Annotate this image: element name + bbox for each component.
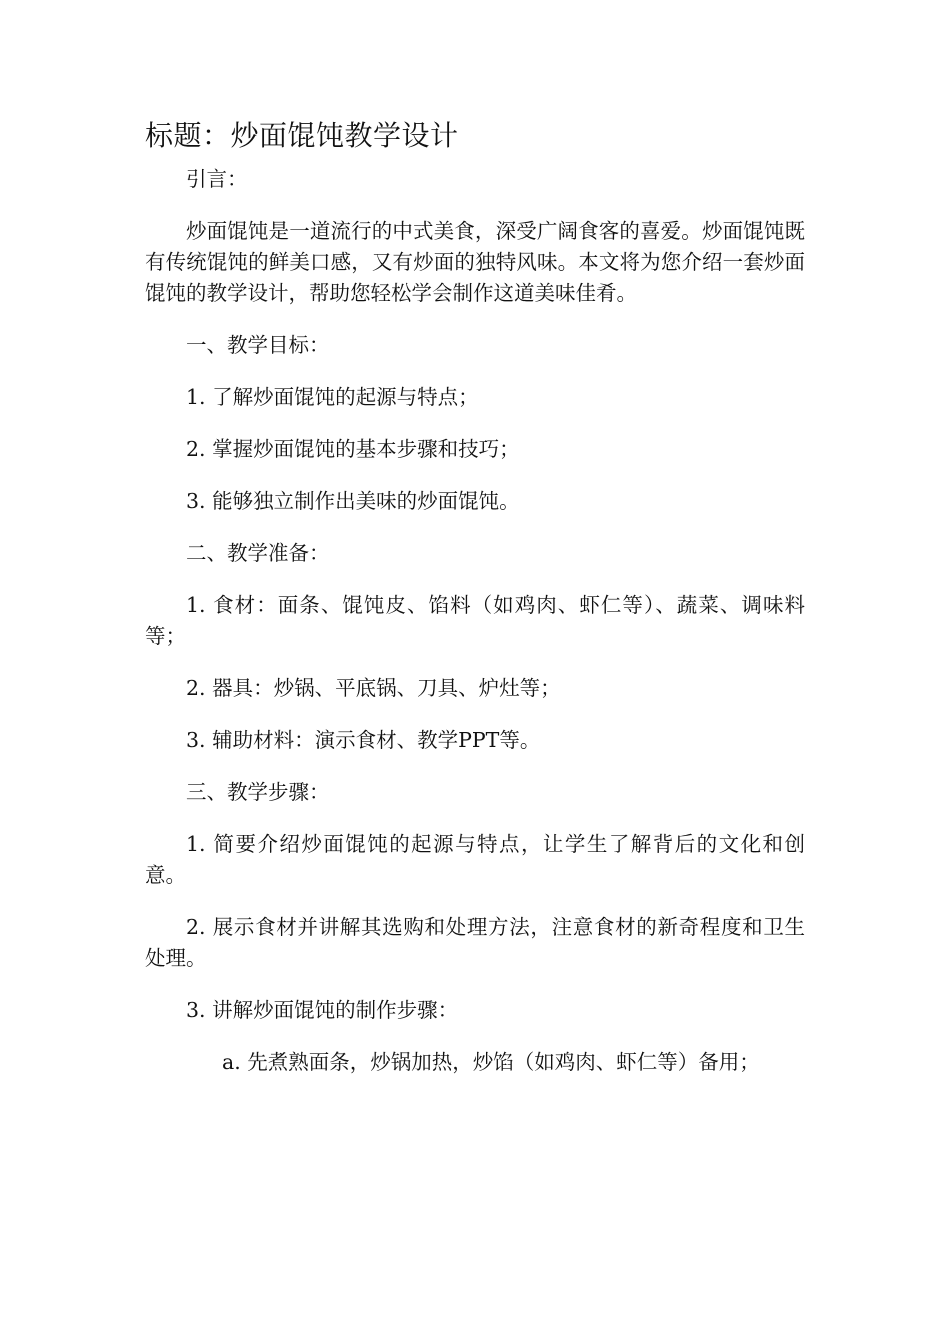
page-title: 标题：炒面馄饨教学设计 [145,119,459,152]
section-heading-steps: 三、教学步骤： [186,780,330,804]
intro-paragraph: 炒面馄饨是一道流行的中式美食，深受广阔食客的喜爱。炒面馄饨既有传统馄饨的鲜美口感，又有炒面的独特风味。本文将为您介绍一套炒面馄饨的教学设计，帮助您轻松学会制作这道美味佳肴。 [145,219,805,305]
step-item-3: 3. 讲解炒面馄饨的制作步骤： [186,998,459,1022]
goal-item-3: 3. 能够独立制作出美味的炒面馄饨。 [186,489,520,513]
intro-label: 引言： [186,167,248,191]
goal-item-2: 2. 掌握炒面馄饨的基本步骤和技巧； [186,437,520,461]
section-heading-preparation: 二、教学准备： [186,541,330,565]
preparation-item-3: 3. 辅助材料：演示食材、教学PPT等。 [186,728,541,752]
section-heading-goals: 一、教学目标： [186,333,330,357]
document-body [145,112,805,1078]
preparation-item-2: 2. 器具：炒锅、平底锅、刀具、炉灶等； [186,676,561,700]
step-item-1: 1. 简要介绍炒面馄饨的起源与特点，让学生了解背后的文化和创意。 [145,832,805,887]
goal-item-1: 1. 了解炒面馄饨的起源与特点； [186,385,479,409]
preparation-item-1: 1. 食材：面条、馄饨皮、馅料（如鸡肉、虾仁等）、蔬菜、调味料等； [145,593,805,648]
step-item-2: 2. 展示食材并讲解其选购和处理方法，注意食材的新奇程度和卫生处理。 [145,915,805,970]
step-sub-item-a: a. 先煮熟面条，炒锅加热，炒馅（如鸡肉、虾仁等）备用； [222,1050,760,1074]
